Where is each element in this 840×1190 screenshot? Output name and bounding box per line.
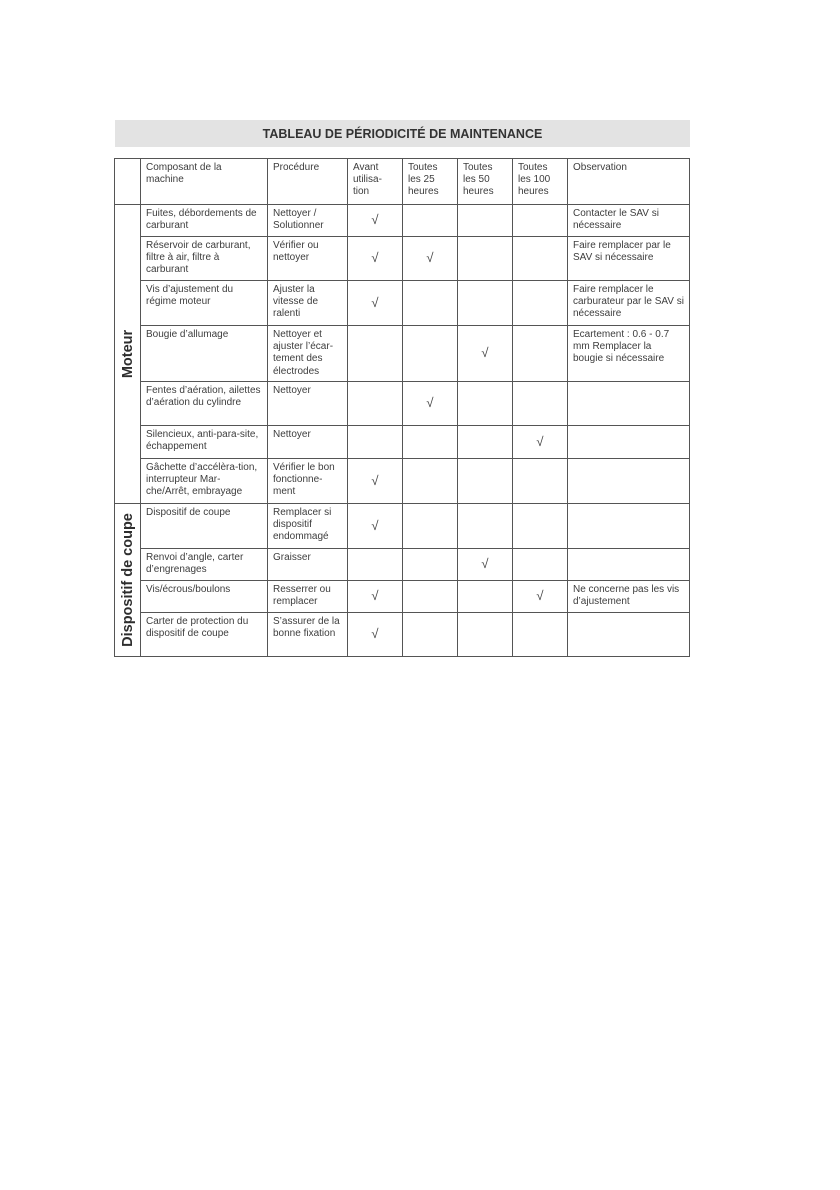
procedure-cell: Vérifier ou nettoyer: [268, 237, 348, 281]
interval-cell: [348, 326, 403, 382]
interval-cell: [403, 237, 458, 281]
procedure-cell: Nettoyer / Solutionner: [268, 205, 348, 237]
interval-cell: [513, 549, 568, 581]
interval-cell: [403, 326, 458, 382]
procedure-cell: Vérifier le bon fonctionne-ment: [268, 459, 348, 504]
interval-cell: [513, 237, 568, 281]
component-cell: Carter de protection du dispositif de coupe: [141, 613, 268, 657]
interval-cell: [348, 205, 403, 237]
component-cell: Bougie d’allumage: [141, 326, 268, 382]
header-before-use: Avant utilisa-tion: [348, 159, 403, 205]
observation-cell: Contacter le SAV si nécessaire: [568, 205, 690, 237]
interval-cell: [458, 504, 513, 549]
procedure-cell: Nettoyer: [268, 426, 348, 459]
component-cell: Vis d’ajustement du régime moteur: [141, 281, 268, 326]
table-row: [115, 237, 690, 281]
table-body: [115, 205, 690, 657]
interval-cell: [458, 326, 513, 382]
interval-cell: [348, 549, 403, 581]
interval-cell: [458, 581, 513, 613]
procedure-cell: S’assurer de la bonne fixation: [268, 613, 348, 657]
interval-cell: [458, 549, 513, 581]
check-mark-icon: √: [371, 250, 379, 266]
interval-cell: [348, 504, 403, 549]
table-row: [115, 504, 690, 549]
observation-cell: Faire remplacer le carburateur par le SAV si nécessaire: [568, 281, 690, 326]
check-mark-icon: √: [536, 433, 544, 449]
interval-cell: [458, 459, 513, 504]
check-mark-icon: √: [371, 626, 379, 642]
interval-cell: [458, 237, 513, 281]
observation-cell: [568, 459, 690, 504]
group-cell: [115, 205, 141, 504]
header-procedure: Procédure: [268, 159, 348, 205]
header-component: Composant de la machine: [141, 159, 268, 205]
table-row: [115, 326, 690, 382]
table-row: [115, 426, 690, 459]
check-mark-icon: √: [371, 588, 379, 604]
interval-cell: [403, 281, 458, 326]
header-100-hours: Toutes les 100 heures: [513, 159, 568, 205]
check-mark-icon: √: [371, 517, 379, 533]
procedure-cell: Resserrer ou remplacer: [268, 581, 348, 613]
procedure-cell: Graisser: [268, 549, 348, 581]
interval-cell: [513, 613, 568, 657]
interval-cell: [348, 459, 403, 504]
interval-cell: [513, 326, 568, 382]
interval-cell: [513, 426, 568, 459]
check-mark-icon: √: [371, 212, 379, 228]
component-cell: Dispositif de coupe: [141, 504, 268, 549]
check-mark-icon: √: [481, 556, 489, 572]
interval-cell: [403, 549, 458, 581]
group-label: Dispositif de coupe: [119, 513, 136, 647]
observation-cell: Faire remplacer par le SAV si nécessaire: [568, 237, 690, 281]
interval-cell: [403, 581, 458, 613]
interval-cell: [403, 382, 458, 426]
table-row: [115, 281, 690, 326]
table-row: [115, 581, 690, 613]
component-cell: Silencieux, anti-para-site, échappement: [141, 426, 268, 459]
header-corner-cell: [115, 159, 141, 205]
procedure-cell: Nettoyer et ajuster l’écar-tement des électrodes: [268, 326, 348, 382]
group-label: Moteur: [119, 329, 136, 379]
interval-cell: [513, 281, 568, 326]
interval-cell: [348, 613, 403, 657]
interval-cell: [458, 382, 513, 426]
interval-cell: [348, 237, 403, 281]
procedure-cell: Ajuster la vitesse de ralenti: [268, 281, 348, 326]
procedure-cell: Nettoyer: [268, 382, 348, 426]
check-mark-icon: √: [536, 588, 544, 604]
interval-cell: [513, 581, 568, 613]
check-mark-icon: √: [371, 294, 379, 310]
table-row: [115, 382, 690, 426]
interval-cell: [403, 459, 458, 504]
table-row: [115, 549, 690, 581]
interval-cell: [403, 504, 458, 549]
interval-cell: [403, 205, 458, 237]
table-row: [115, 205, 690, 237]
table-title: TABLEAU DE PÉRIODICITÉ DE MAINTENANCE: [115, 120, 690, 147]
observation-cell: [568, 504, 690, 549]
table-row: [115, 459, 690, 504]
check-mark-icon: √: [426, 250, 434, 266]
component-cell: Fuites, débordements de carburant: [141, 205, 268, 237]
observation-cell: Ecartement : 0.6 - 0.7 mm Remplacer la bougie si nécessaire: [568, 326, 690, 382]
observation-cell: [568, 613, 690, 657]
header-observation: Observation: [568, 159, 690, 205]
interval-cell: [458, 426, 513, 459]
interval-cell: [513, 504, 568, 549]
interval-cell: [513, 382, 568, 426]
component-cell: Gâchette d’accélèra-tion, interrupteur Mar-che/Arrêt, embrayage: [141, 459, 268, 504]
component-cell: Fentes d’aération, ailettes d’aération du cylindre: [141, 382, 268, 426]
observation-cell: [568, 426, 690, 459]
component-cell: Renvoi d’angle, carter d’engrenages: [141, 549, 268, 581]
interval-cell: [348, 382, 403, 426]
interval-cell: [403, 613, 458, 657]
check-mark-icon: √: [371, 472, 379, 488]
maintenance-table: [114, 158, 690, 657]
interval-cell: [403, 426, 458, 459]
group-cell: [115, 504, 141, 657]
interval-cell: [348, 581, 403, 613]
observation-cell: [568, 382, 690, 426]
procedure-cell: Remplacer si dispositif endommagé: [268, 504, 348, 549]
interval-cell: [458, 205, 513, 237]
header-25-hours: Toutes les 25 heures: [403, 159, 458, 205]
interval-cell: [458, 281, 513, 326]
header-50-hours: Toutes les 50 heures: [458, 159, 513, 205]
interval-cell: [513, 459, 568, 504]
observation-cell: Ne concerne pas les vis d’ajustement: [568, 581, 690, 613]
interval-cell: [513, 205, 568, 237]
component-cell: Vis/écrous/boulons: [141, 581, 268, 613]
header-row: [115, 159, 690, 205]
check-mark-icon: √: [481, 345, 489, 361]
interval-cell: [458, 613, 513, 657]
check-mark-icon: √: [426, 395, 434, 411]
interval-cell: [348, 426, 403, 459]
table-row: [115, 613, 690, 657]
component-cell: Réservoir de carburant, filtre à air, filtre à carburant: [141, 237, 268, 281]
observation-cell: [568, 549, 690, 581]
interval-cell: [348, 281, 403, 326]
